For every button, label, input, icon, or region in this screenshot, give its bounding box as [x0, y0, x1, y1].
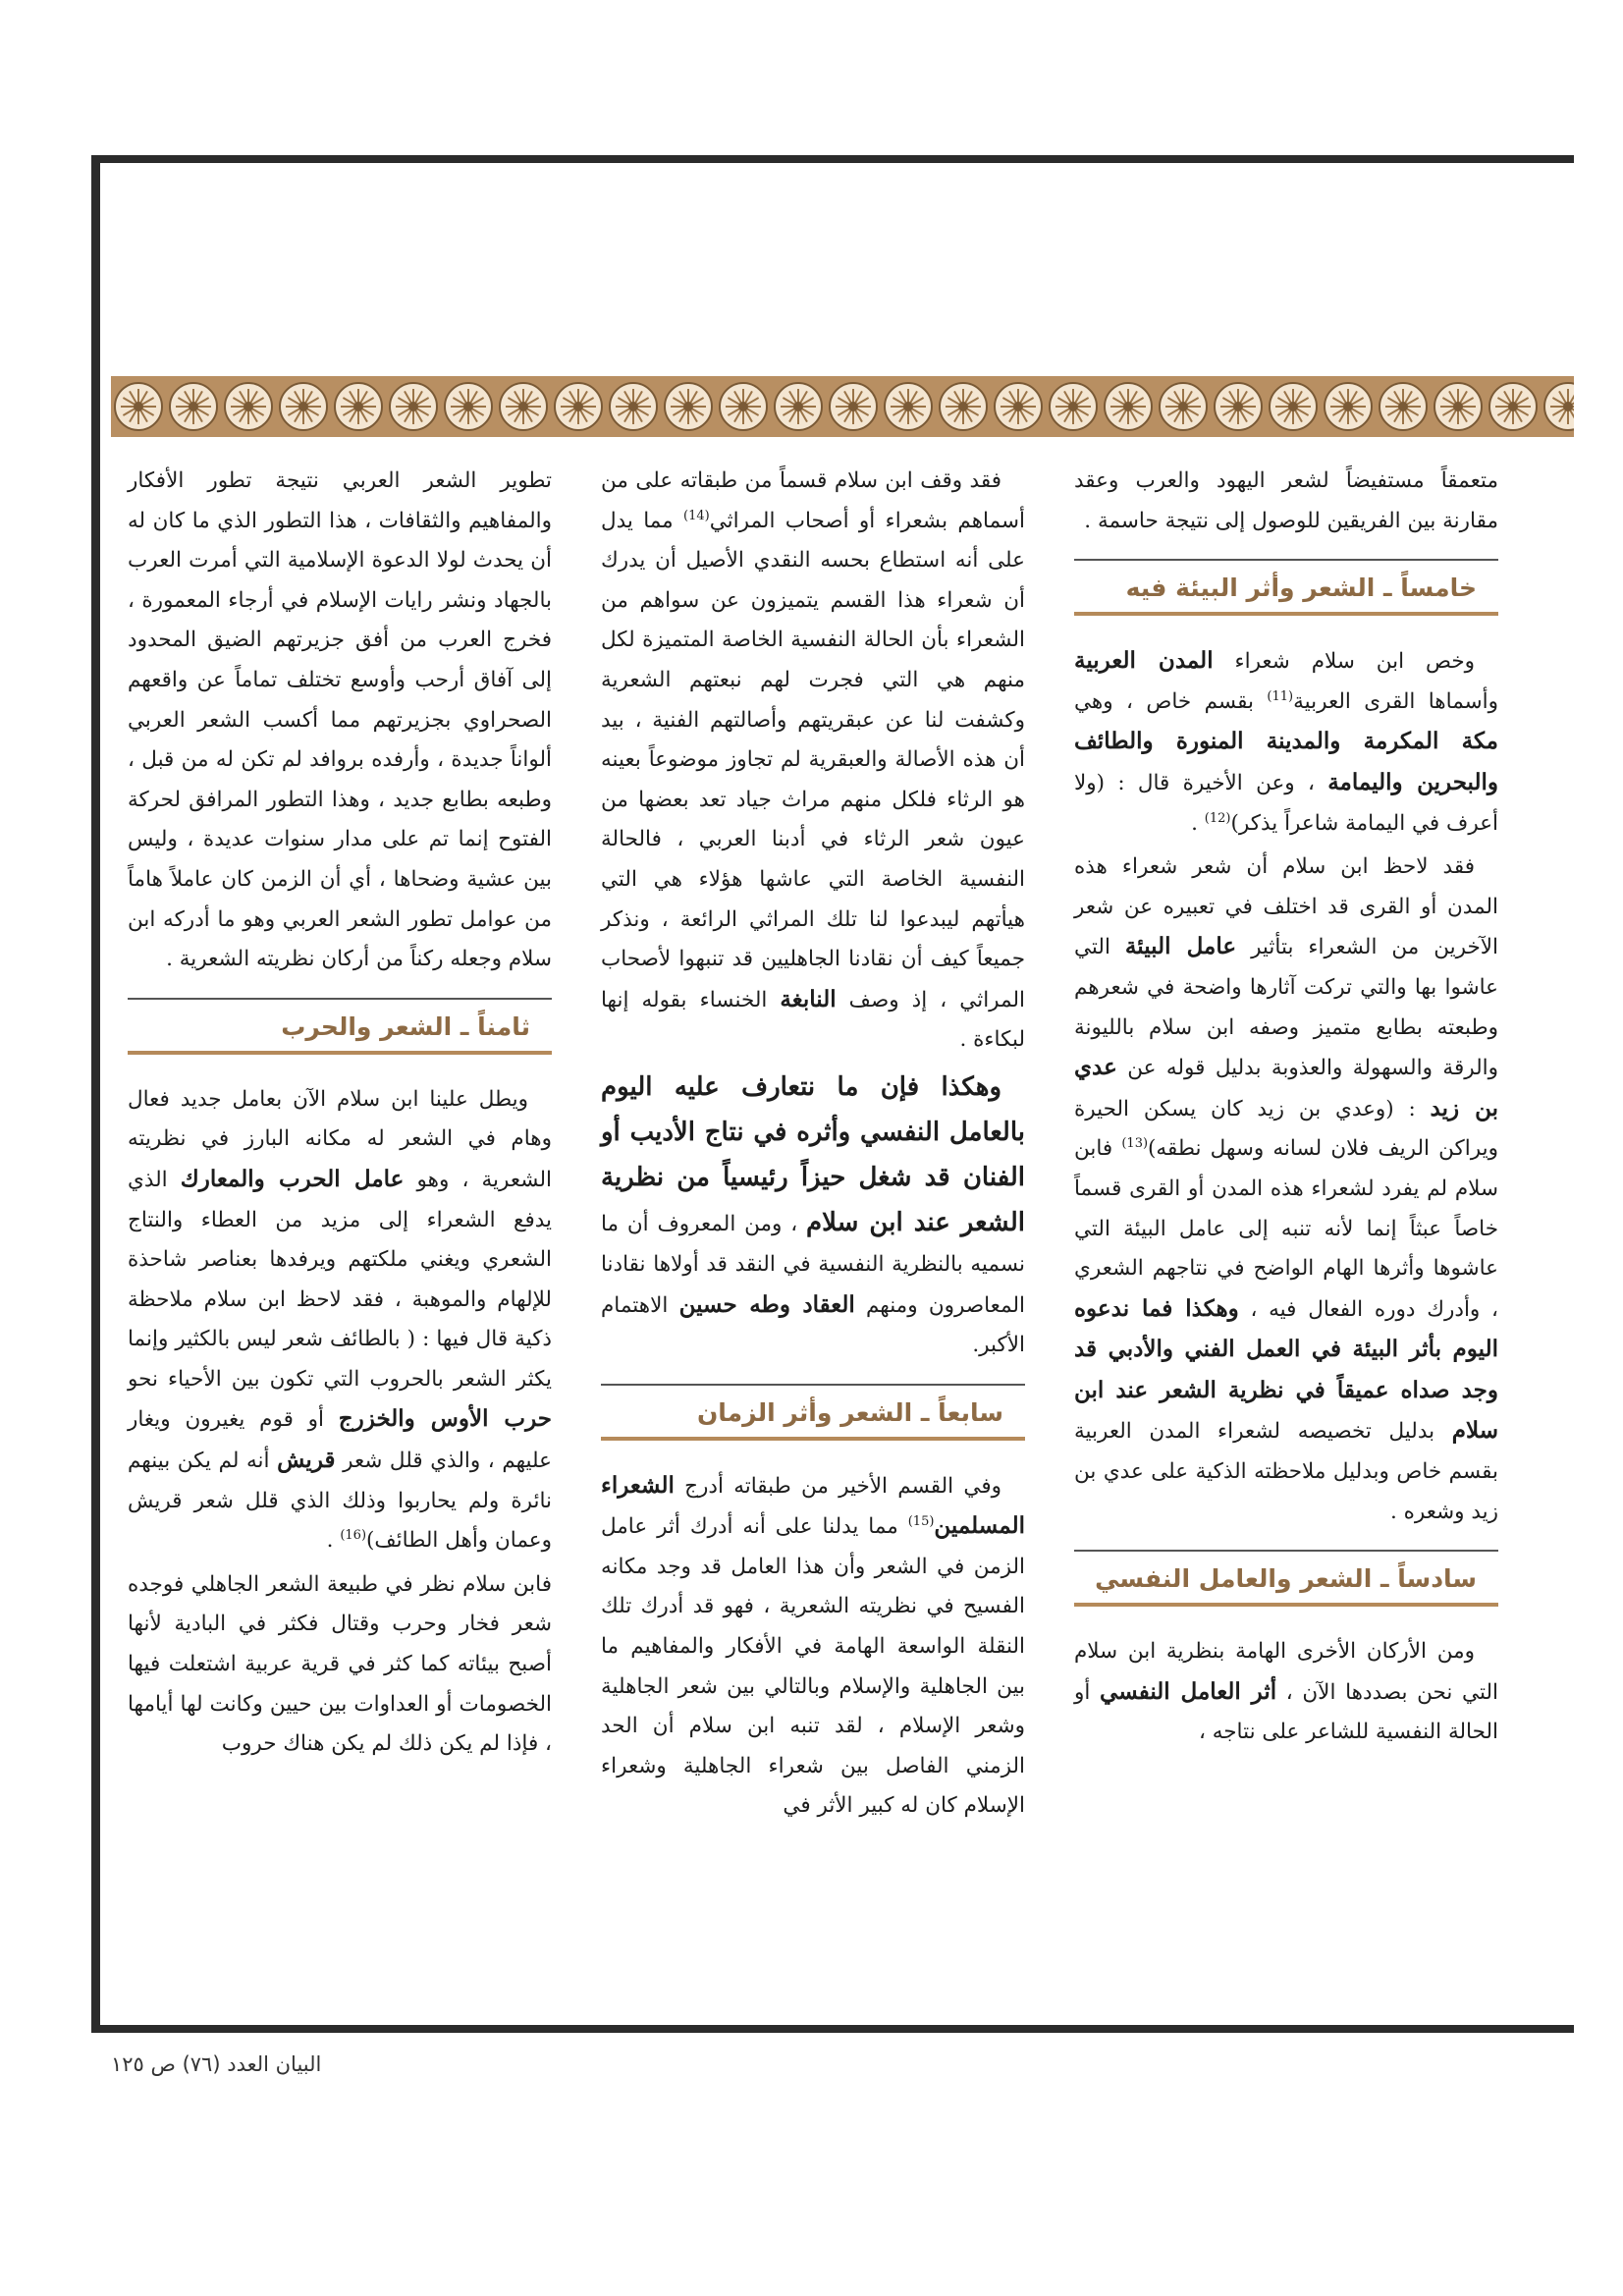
rosette-icon	[1434, 383, 1482, 430]
text-span: ويطل علينا ابن سلام الآن بعامل جديد فعال وهام في الشعر له مكانه البارز في نظريته الشعرية ، وهو	[128, 1086, 552, 1192]
heading-rule-bottom	[601, 1437, 1025, 1441]
paragraph	[128, 462, 552, 980]
footnote-ref: (15)	[907, 1514, 935, 1530]
text-span: .	[1191, 810, 1205, 836]
paragraph	[1074, 1632, 1498, 1753]
frame-bottom-rule	[91, 2025, 1574, 2033]
footnote-ref: (11)	[1267, 688, 1294, 704]
frame-left-rule	[91, 155, 100, 2033]
rosette-icon	[1215, 383, 1262, 430]
bold-text: وهكذا فما ندعوه اليوم بأثر البيئة في العمل الفني والأدبي قد وجد صداه عميقاً في نظرية الشعر عند ابن سلام	[1074, 1294, 1498, 1445]
article-column-left	[128, 462, 552, 1769]
rosette-icon	[720, 383, 767, 430]
article-column-right	[1074, 462, 1498, 1757]
heading-rule-bottom	[128, 1051, 552, 1055]
paragraph	[601, 462, 1025, 1061]
paragraph	[1074, 847, 1498, 1532]
text-span: أنه لم يكن بينهم نائرة ولم يحاربوا وذلك الذي قلل شعر قريش وعمان وأهل الطائف)	[128, 1449, 552, 1554]
rosette-icon	[830, 383, 877, 430]
bold-text: المدن العربية	[1074, 647, 1214, 675]
frame-top-rule	[91, 155, 1574, 163]
rosette-icon	[885, 383, 932, 430]
rosette-icon	[940, 383, 987, 430]
bold-text: عدي بن زيد	[1074, 1054, 1499, 1121]
bold-text: النابغة	[780, 985, 837, 1012]
rosette-icon	[115, 383, 162, 430]
bold-text: عامل البيئة	[1124, 933, 1237, 960]
text-span: مما يدلنا على أنه أدرك أثر عامل الزمن في الشعر وأن هذا العامل قد وجد مكانه الفسيح في نظريته الشعرية ، فهو قد أدرك تلك النقلة الواسعة الهامة في الأفكار والمفاهيم ما بين الجاهلية والإسلام وبالتالي بين شعر الجاهلية وشعر الإسلام ، لقد تنبه ابن سلام أن الحد الزمني الفاصل بين شعراء الجاهلية وشعراء الإسلام كان له كبير الأثر في	[601, 1514, 1025, 1819]
text-span: وفي القسم الأخير من طبقاته أدرج	[674, 1473, 1001, 1499]
rosette-icon	[665, 383, 712, 430]
text-span: وخص ابن سلام شعراء	[1213, 649, 1475, 675]
footnote-ref: (12)	[1204, 810, 1231, 826]
section-heading-5	[1074, 559, 1498, 616]
text-span: فابن سلام لم يفرد لشعراء هذه المدن أو القرى قسماً خاصاً عبثاً إنما لأنه تنبه إلى عامل البيئة التي عاشوها وأثرها الهام الواضح في نتاجهم الشعري ، وأدرك دوره الفعال فيه ،	[1074, 1136, 1498, 1322]
section-heading-6	[1074, 1550, 1498, 1607]
heading-rule-bottom	[1074, 612, 1498, 616]
rosette-icon	[995, 383, 1042, 430]
section-heading-7	[601, 1384, 1025, 1441]
text-span: بقسم خاص ، وهي	[1074, 688, 1268, 714]
text-span: ومن الأركان الأخرى الهامة بنظرية ابن سلام التي نحن بصددها الآن ،	[1074, 1639, 1498, 1705]
text-span: بدليل تخصيصه لشعراء المدن العربية بقسم خاص وبدليل ملاحظته الذكية على عدي بن زيد وشعره .	[1074, 1419, 1498, 1524]
footnote-ref: (16)	[340, 1528, 367, 1544]
section-title: خامساً ـ الشعر وأثر البيئة فيه	[1125, 574, 1477, 603]
rosette-icon	[1105, 383, 1152, 430]
paragraph	[128, 1080, 552, 1561]
section-title: ثامناً ـ الشعر والحرب	[281, 1011, 530, 1041]
rosette-icon	[390, 383, 437, 430]
bold-text: العقاد وطه حسين	[678, 1290, 855, 1318]
rosette-icon	[500, 383, 547, 430]
heading-rule-top	[128, 998, 552, 1000]
rosette-icon	[170, 383, 217, 430]
rosette-band-icon	[111, 376, 1574, 437]
text-span: فقد وقف ابن سلام قسماً من طبقاته على من أسماهم بشعراء أو أصحاب المراثي	[601, 468, 1025, 533]
paragraph	[601, 1466, 1025, 1827]
section-heading-8	[128, 998, 552, 1055]
paragraph	[1074, 641, 1498, 844]
rosette-icon	[1489, 383, 1537, 430]
lead-text: وهكذا فإن ما نتعارف عليه اليوم بالعامل النفسي وأثره في نتاج الأديب أو الفنان قد شغل حيزاً رئيسياً من نظرية الشعر عند ابن سلام	[601, 1071, 1025, 1237]
bold-text: الشعراء المسلمين	[601, 1471, 1025, 1540]
bold-text: مكة المكرمة والمدينة المنورة والطائف والبحرين واليمامة	[1074, 728, 1498, 795]
rosette-icon	[610, 383, 657, 430]
text-span: الخنساء بقوله إنها لبكاءة .	[601, 987, 1025, 1053]
rosette-icon	[555, 383, 602, 430]
heading-rule-bottom	[1074, 1603, 1498, 1607]
text-span: فابن سلام نظر في طبيعة الشعر الجاهلي فوجده شعر فخار وحرب وقتال فكثر في البادية لأنها أصبح بيئاته كما كثر في قرية عربية اشتعلت فيها الخصومات أو العداوات بين حيين وكانت لها أيامها ، فإذا لم يكن ذلك لم يكن هناك حروب	[128, 1571, 552, 1757]
paragraph	[1074, 462, 1498, 541]
rosette-icon	[1270, 383, 1317, 430]
heading-rule-top	[601, 1384, 1025, 1386]
bold-text: أثر العامل النفسي	[1100, 1677, 1277, 1705]
heading-rule-top	[1074, 559, 1498, 561]
text-span: وأسماها القرى العربية	[1293, 688, 1498, 714]
rosette-icon	[1380, 383, 1427, 430]
text-span: فقد لاحظ ابن سلام أن شعر شعراء هذه المدن أو القرى قد اختلف في تعبيره عن شعر الآخرين من الشعراء بتأثير	[1074, 854, 1498, 960]
rosette-icon	[225, 383, 272, 430]
text-span: الذي يدفع الشعراء إلى مزيد من العطاء والنتاج الشعري ويغني ملكتهم ويرفدها بعناصر شاحذة للإلهام والموهبة ، فقد لاحظ ابن سلام ملاحظة ذكية قال فيها : ( بالطائف شعر ليس بالكثير وإنما يكثر الشعر بالحروب التي تكون بين الأحياء نحو	[128, 1167, 552, 1392]
heading-rule-top	[1074, 1550, 1498, 1552]
rosette-icon	[335, 383, 382, 430]
page-footer: البيان العدد (٧٦) ص ١٢٥	[111, 2052, 322, 2076]
text-span: تطوير الشعر العربي نتيجة تطور الأفكار والمفاهيم والثقافات ، هذا التطور الذي ما كان له أن يحدث لولا الدعوة الإسلامية التي أمرت العرب بالجهاد ونشر رايات الإسلام في أرجاء المعمورة ، فخرج العرب من أفق جزيرتهم الضيق المحدود إلى آفاق أرحب وأوسع تختلف تماماً عن واقعهم الصحراوي بجزيرتهم مما أكسب الشعر العربي ألواناً جديدة ، وأرفده بروافد لم تكن له من قبل ، وطبعه بطابع جديد ، وهذا التطور المرافق لحركة الفتوح إنما تم على مدار سنوات عديدة ، وليس بين عشية وضحاها ، أي أن الزمن كان عاملاً هاماً من عوامل تطور الشعر العربي وهو ما أدركه ابن سلام وجعله ركناً من أركان نظريته الشعرية .	[128, 468, 552, 972]
text-span: ، وعن الأخيرة قال : (ولا أعرف في اليمامة شاعراً يذكر)	[1074, 770, 1498, 836]
text-span: التي عاشوا بها والتي تركت آثارها واضحة في شعرهم وطبعته بطابع متميز وصفه ابن سلام بالليونة والرقة والسهولة والعذوبة بدليل قوله عن	[1074, 935, 1498, 1081]
paragraph	[601, 1065, 1025, 1366]
rosette-icon	[775, 383, 822, 430]
bold-text: حرب الأوس والخزرج	[338, 1405, 552, 1433]
text-span: .	[326, 1528, 341, 1554]
rosette-icon	[1050, 383, 1097, 430]
bold-text: عامل الحرب والمعارك	[180, 1165, 405, 1192]
section-title: سادساً ـ الشعر والعامل النفسي	[1095, 1564, 1477, 1594]
text-span: ، ومن المعروف أن ما نسميه بالنظرية النفسية في النقد قد أولاها نقادنا المعاصرون ومنهم	[601, 1211, 1025, 1318]
rosette-icon	[1325, 383, 1372, 430]
text-span: : (وعدي بن زيد كان يسكن الحيرة ويراكن الريف فلان لسانه وسهل نطقه)	[1074, 1096, 1498, 1162]
rosette-icon	[1160, 383, 1207, 430]
rosette-icon	[445, 383, 492, 430]
article-column-middle	[601, 462, 1025, 1831]
section-title: سابعاً ـ الشعر وأثر الزمان	[696, 1397, 1003, 1427]
footnote-ref: (13)	[1121, 1136, 1149, 1152]
ornamental-border	[111, 376, 1574, 437]
text-span: مما يدل على أنه استطاع بحسه النقدي الأصيل أن يدرك أن شعراء هذا القسم يتميزون عن سواهم من الشعراء بأن الحالة النفسية الخاصة المتميزة لكل منهم هي التي فجرت لهم نبعتهم الشعرية وكشفت لنا عن عبقريتهم وأصالتهم الفنية ، بيد أن هذه الأصالة والعبقرية لم تجاوز موضوعاً بعينه هو الرثاء فلكل منهم مراث جياد تعد بعضها من عيون شعر الرثاء في أدبنا العربي ، فالحالة النفسية الخاصة التي عاشها هؤلاء هي التي هيأتهم ليبدعوا لنا تلك المراثي الرائعة ، ونذكر جميعاً كيف أن نقادنا الجاهليين قد تنبهوا لأصحاب المراثي ، إذ وصف	[601, 508, 1025, 1012]
text-span: متعمقاً مستفيضاً لشعر اليهود والعرب وعقد مقارنة بين الفريقين للوصول إلى نتيجة حاسمة .	[1074, 468, 1498, 533]
text-span: أو الحالة النفسية للشاعر على نتاجه ،	[1074, 1679, 1498, 1745]
text-span: أو قوم يغيرون ويغار عليهم ، والذي قلل شعر	[128, 1407, 552, 1474]
text-span: الاهتمام الأكبر.	[601, 1292, 1025, 1358]
footnote-ref: (14)	[683, 508, 710, 523]
paragraph	[128, 1565, 552, 1765]
bold-text: قريش	[277, 1447, 336, 1474]
rosette-icon	[280, 383, 327, 430]
